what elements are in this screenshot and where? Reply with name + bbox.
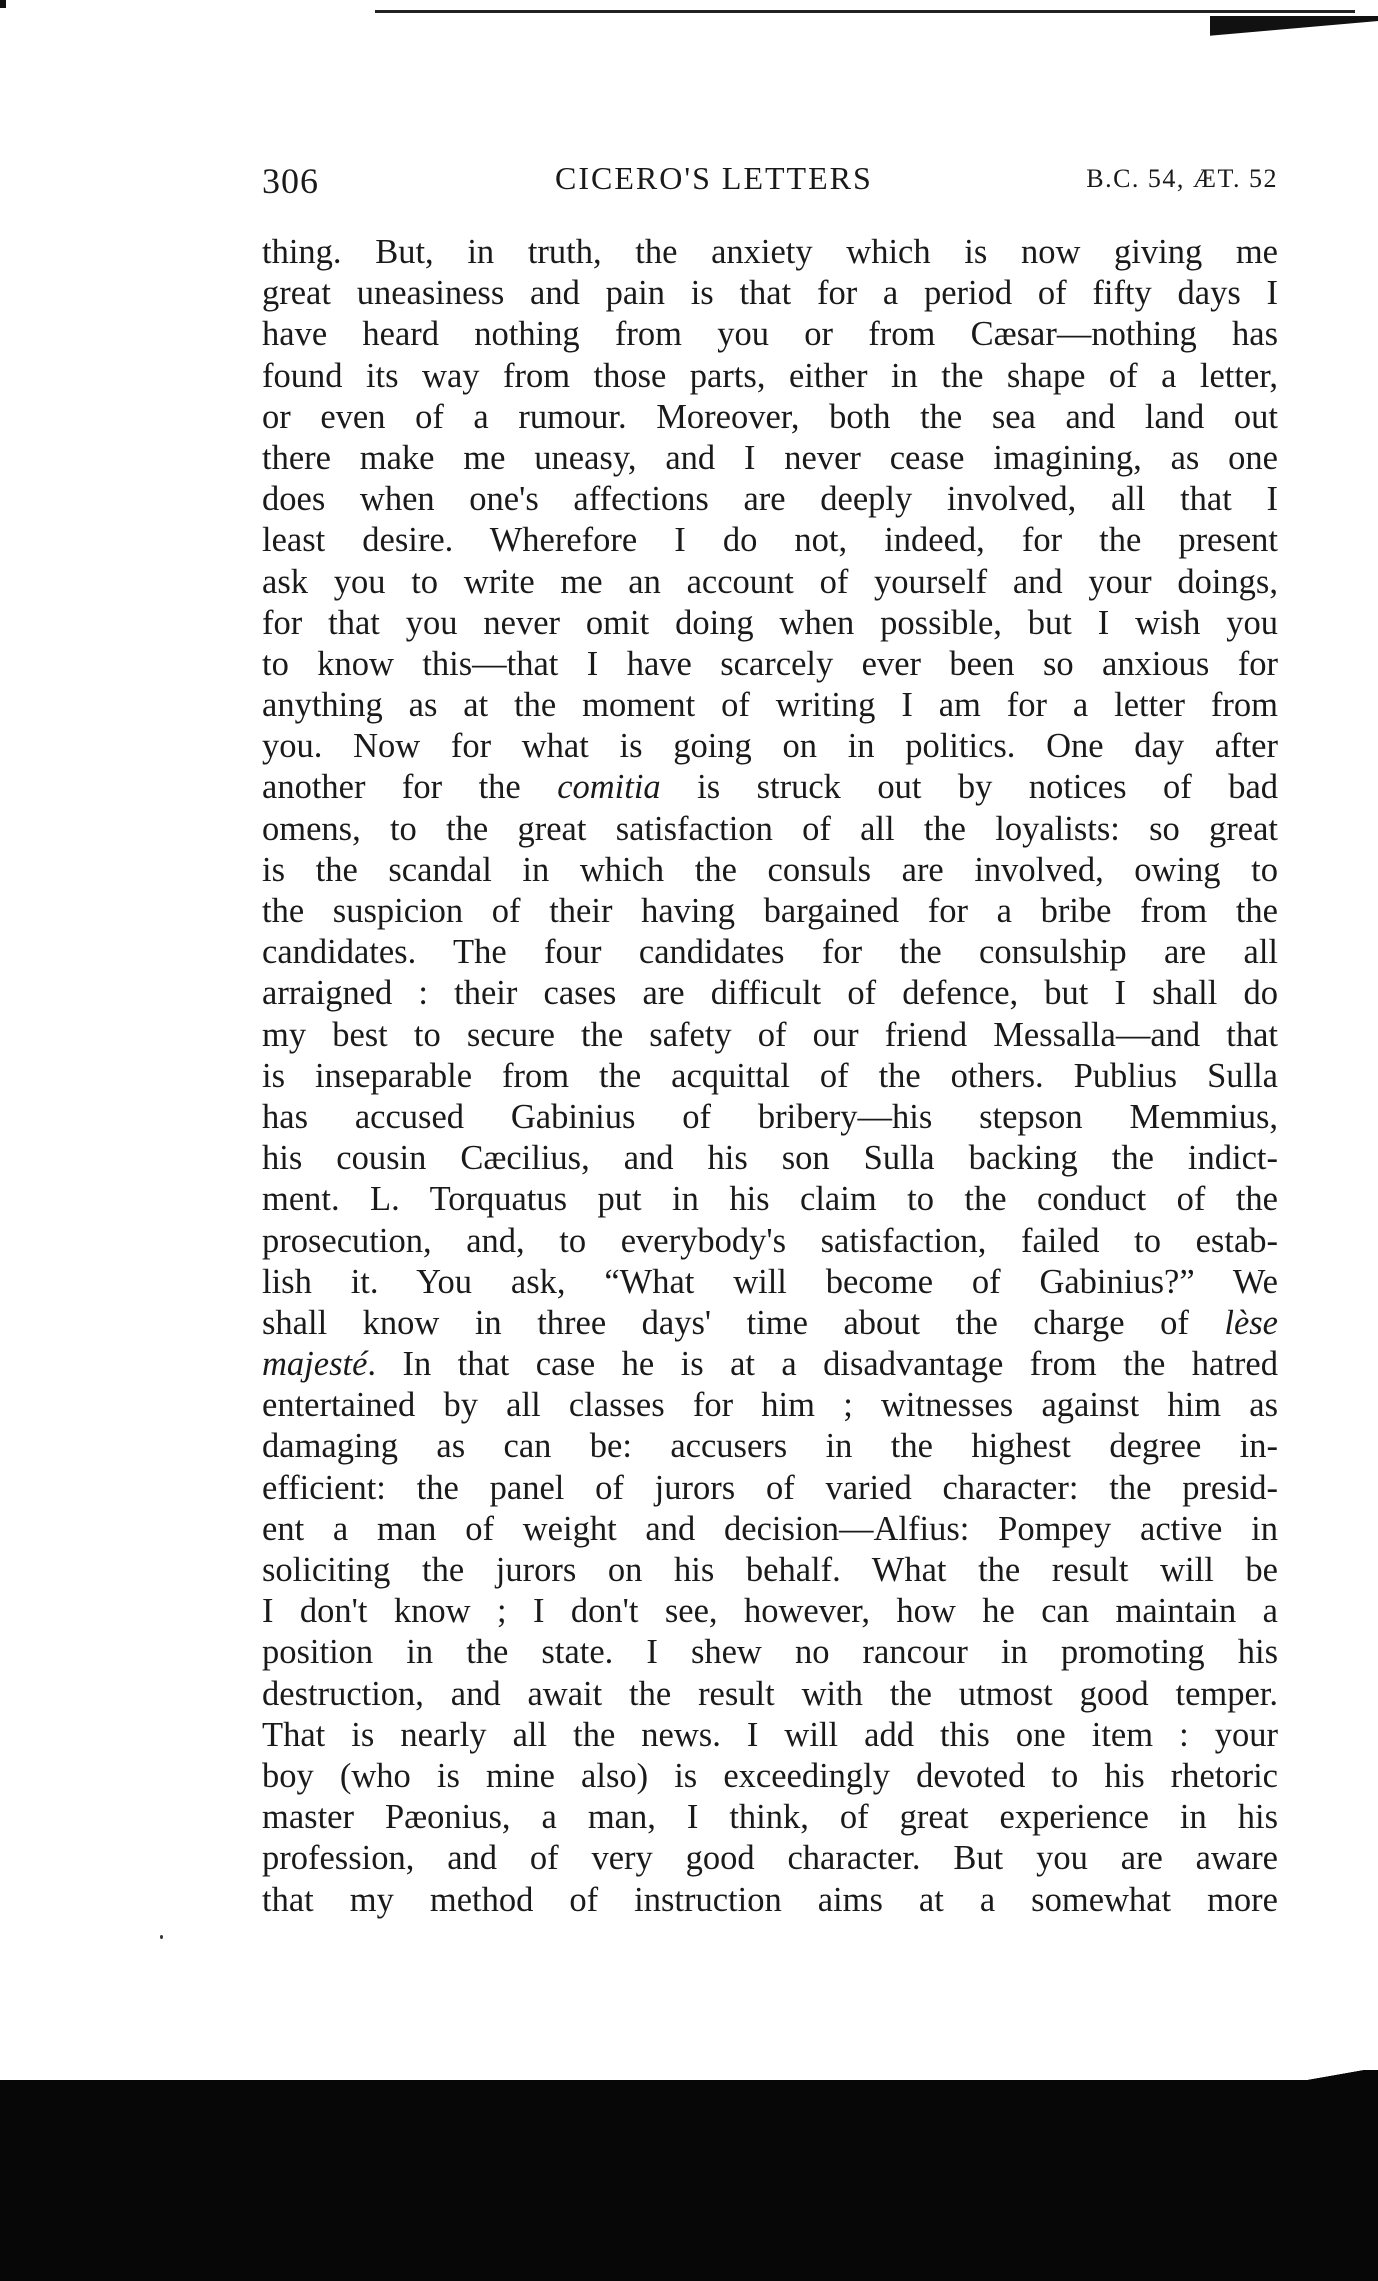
text-line: soliciting the jurors on his behalf. What the result will be: [262, 1551, 1278, 1589]
text-line: anything as at the moment of writing I am for a letter from: [262, 686, 1278, 725]
running-header: [262, 160, 1278, 210]
text-line: the suspicion of their having bargained for a bribe from the: [262, 892, 1278, 930]
text-line: found its way from those parts, either in the shape of a letter,: [262, 356, 1278, 395]
running-title: CICERO'S LETTERS: [555, 160, 873, 196]
text-line: entertained by all classes for him ; witnesses against him as: [262, 1386, 1278, 1425]
text-line: ent a man of weight and decision—Alfius: Pompey active in: [262, 1509, 1278, 1548]
text-line: prosecution, and, to everybody's satisfaction, failed to estab-: [262, 1221, 1278, 1260]
scan-corner-mark: [0, 0, 6, 8]
text-line: I don't know ; I don't see, however, how he can maintain a: [262, 1592, 1278, 1631]
text-line: omens, to the great satisfaction of all the loyalists: so great: [262, 809, 1278, 848]
text-line: destruction, and await the result with the utmost good temper.: [262, 1674, 1278, 1713]
text-line: That is nearly all the news. I will add this one item : your: [262, 1715, 1278, 1754]
scan-speck: [160, 1935, 163, 1939]
text-line: his cousin Cæcilius, and his son Sulla backing the indict-: [262, 1139, 1278, 1178]
text-line: is inseparable from the acquittal of the others. Publius Sulla: [262, 1056, 1278, 1095]
text-line: shall know in three days' time about the charge of lèse: [262, 1303, 1278, 1342]
text-line: profession, and of very good character. But you are aware: [262, 1839, 1278, 1878]
text-line: thing. But, in truth, the anxiety which is now giving me: [262, 233, 1278, 271]
text-line: or even of a rumour. Moreover, both the sea and land out: [262, 397, 1278, 436]
text-line: ment. L. Torquatus put in his claim to the conduct of the: [262, 1180, 1278, 1219]
text-line: candidates. The four candidates for the consulship are all: [262, 933, 1278, 972]
text-line: great uneasiness and pain is that for a period of fifty days I: [262, 274, 1278, 313]
text-line: arraigned : their cases are difficult of defence, but I shall do: [262, 974, 1278, 1013]
text-line: damaging as can be: accusers in the highest degree in-: [262, 1427, 1278, 1466]
date-reference: B.C. 54, ÆT. 52: [1086, 164, 1278, 193]
text-line: majesté. In that case he is at a disadvantage from the hatred: [262, 1345, 1278, 1384]
text-line: there make me uneasy, and I never cease imagining, as one: [262, 438, 1278, 477]
text-line: efficient: the panel of jurors of varied character: the presid-: [262, 1468, 1278, 1507]
text-line: you. Now for what is going on in politics. One day after: [262, 727, 1278, 766]
scan-shadow-band: [0, 2080, 1378, 2281]
text-line: that my method of instruction aims at a somewhat more: [262, 1880, 1278, 1919]
text-line: master Pæonius, a man, I think, of great experience in his: [262, 1798, 1278, 1837]
text-line: lish it. You ask, “What will become of Gabinius?” We: [262, 1262, 1278, 1301]
body-text: [262, 232, 1278, 1921]
text-line: position in the state. I shew no rancour in promoting his: [262, 1633, 1278, 1672]
page-number: 306: [262, 161, 319, 201]
text-line: ask you to write me an account of yourself and your doings,: [262, 562, 1278, 601]
text-line: least desire. Wherefore I do not, indeed, for the present: [262, 521, 1278, 560]
text-line: have heard nothing from you or from Cæsar—nothing has: [262, 315, 1278, 354]
top-edge-shadow: [1210, 16, 1378, 50]
text-line: has accused Gabinius of bribery—his stepson Memmius,: [262, 1097, 1278, 1136]
text-line: does when one's affections are deeply involved, all that I: [262, 480, 1278, 519]
text-line: for that you never omit doing when possible, but I wish you: [262, 603, 1278, 642]
text-line: to know this—that I have scarcely ever been so anxious for: [262, 644, 1278, 683]
text-line: is the scandal in which the consuls are involved, owing to: [262, 850, 1278, 889]
text-line: another for the comitia is struck out by notices of bad: [262, 768, 1279, 807]
top-edge-rule: [375, 10, 1355, 13]
text-line: my best to secure the safety of our friend Messalla—and that: [262, 1015, 1278, 1054]
text-line: boy (who is mine also) is exceedingly devoted to his rhetoric: [262, 1756, 1278, 1795]
